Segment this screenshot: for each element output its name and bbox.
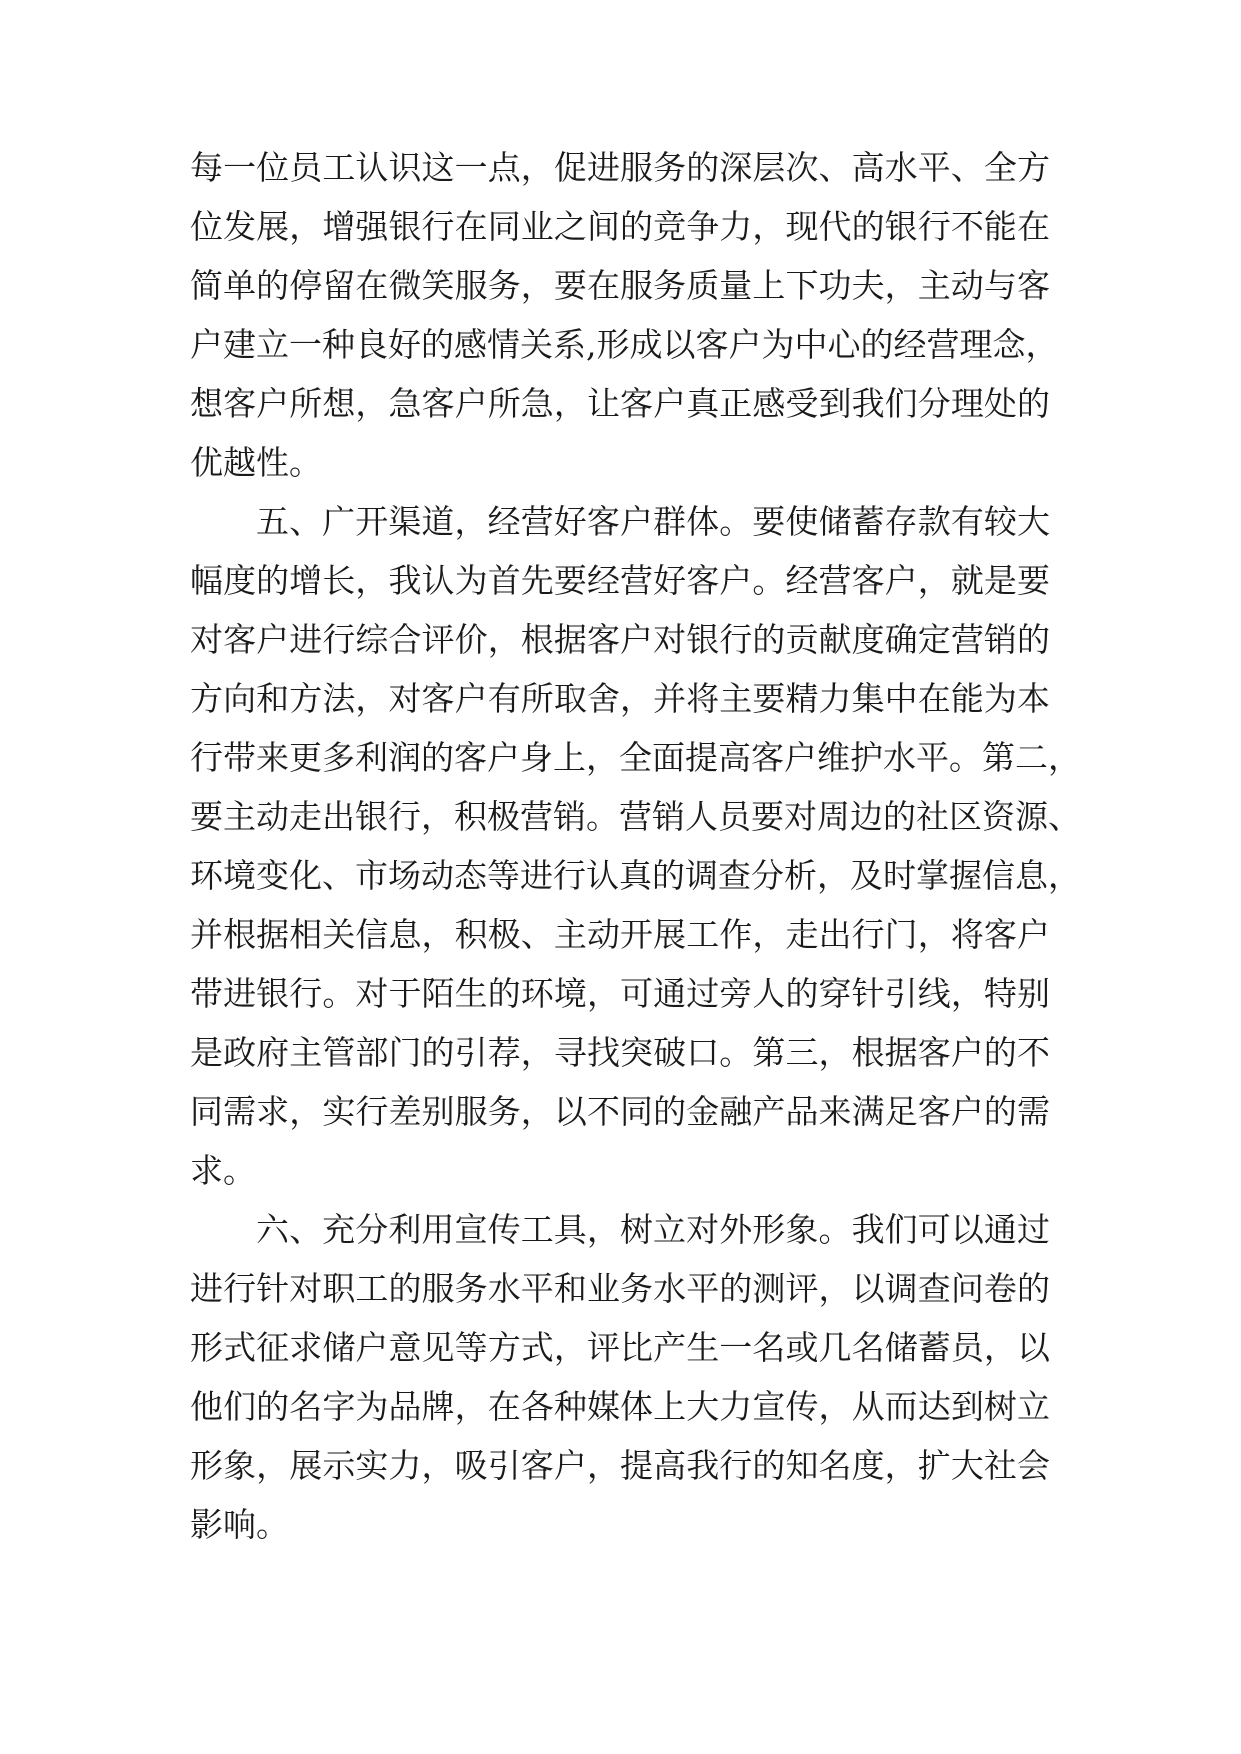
text-line: 是政府主管部门的引荐，寻找突破口。第三，根据客户的不	[190, 1033, 1050, 1072]
text-line: 形象，展示实力，吸引客户，提高我行的知名度，扩大社会	[190, 1446, 1050, 1485]
text-line: 形式征求储户意见等方式，评比产生一名或几名储蓄员，以	[190, 1328, 1050, 1367]
text-line: 进行针对职工的服务水平和业务水平的测评，以调查问卷的	[190, 1269, 1050, 1308]
text-line: 户建立一种良好的感情关系,形成以客户为中心的经营理念，	[190, 325, 1059, 364]
text-line: 六、充分利用宣传工具，树立对外形象。我们可以通过	[256, 1210, 1050, 1249]
document-body	[190, 138, 1081, 1554]
paragraph	[190, 1200, 1050, 1554]
text-line: 行带来更多利润的客户身上，全面提高客户维护水平。第二，	[190, 738, 1081, 777]
text-line: 优越性。	[190, 443, 322, 482]
text-line: 简单的停留在微笑服务，要在服务质量上下功夫，主动与客	[190, 266, 1050, 305]
text-line: 要主动走出银行，积极营销。营销人员要对周边的社区资源、	[190, 797, 1081, 836]
text-line: 他们的名字为品牌，在各种媒体上大力宣传，从而达到树立	[190, 1387, 1050, 1426]
paragraph	[190, 492, 1081, 1200]
text-line: 五、广开渠道，经营好客户群体。要使储蓄存款有较大	[256, 502, 1050, 541]
text-line: 想客户所想，急客户所急，让客户真正感受到我们分理处的	[190, 384, 1050, 423]
paragraph	[190, 138, 1059, 492]
text-line: 每一位员工认识这一点，促进服务的深层次、高水平、全方	[190, 148, 1050, 187]
text-line: 影响。	[190, 1505, 289, 1544]
text-line: 环境变化、市场动态等进行认真的调查分析，及时掌握信息，	[190, 856, 1081, 895]
text-line: 幅度的增长，我认为首先要经营好客户。经营客户，就是要	[190, 561, 1050, 600]
text-line: 带进银行。对于陌生的环境，可通过旁人的穿针引线，特别	[190, 974, 1050, 1013]
text-line: 同需求，实行差别服务，以不同的金融产品来满足客户的需	[190, 1092, 1050, 1131]
text-line: 求。	[190, 1151, 256, 1190]
text-line: 方向和方法，对客户有所取舍，并将主要精力集中在能为本	[190, 679, 1050, 718]
text-line: 位发展，增强银行在同业之间的竞争力，现代的银行不能在	[190, 207, 1050, 246]
text-line: 并根据相关信息，积极、主动开展工作，走出行门，将客户	[190, 915, 1050, 954]
text-line: 对客户进行综合评价，根据客户对银行的贡献度确定营销的	[190, 620, 1050, 659]
